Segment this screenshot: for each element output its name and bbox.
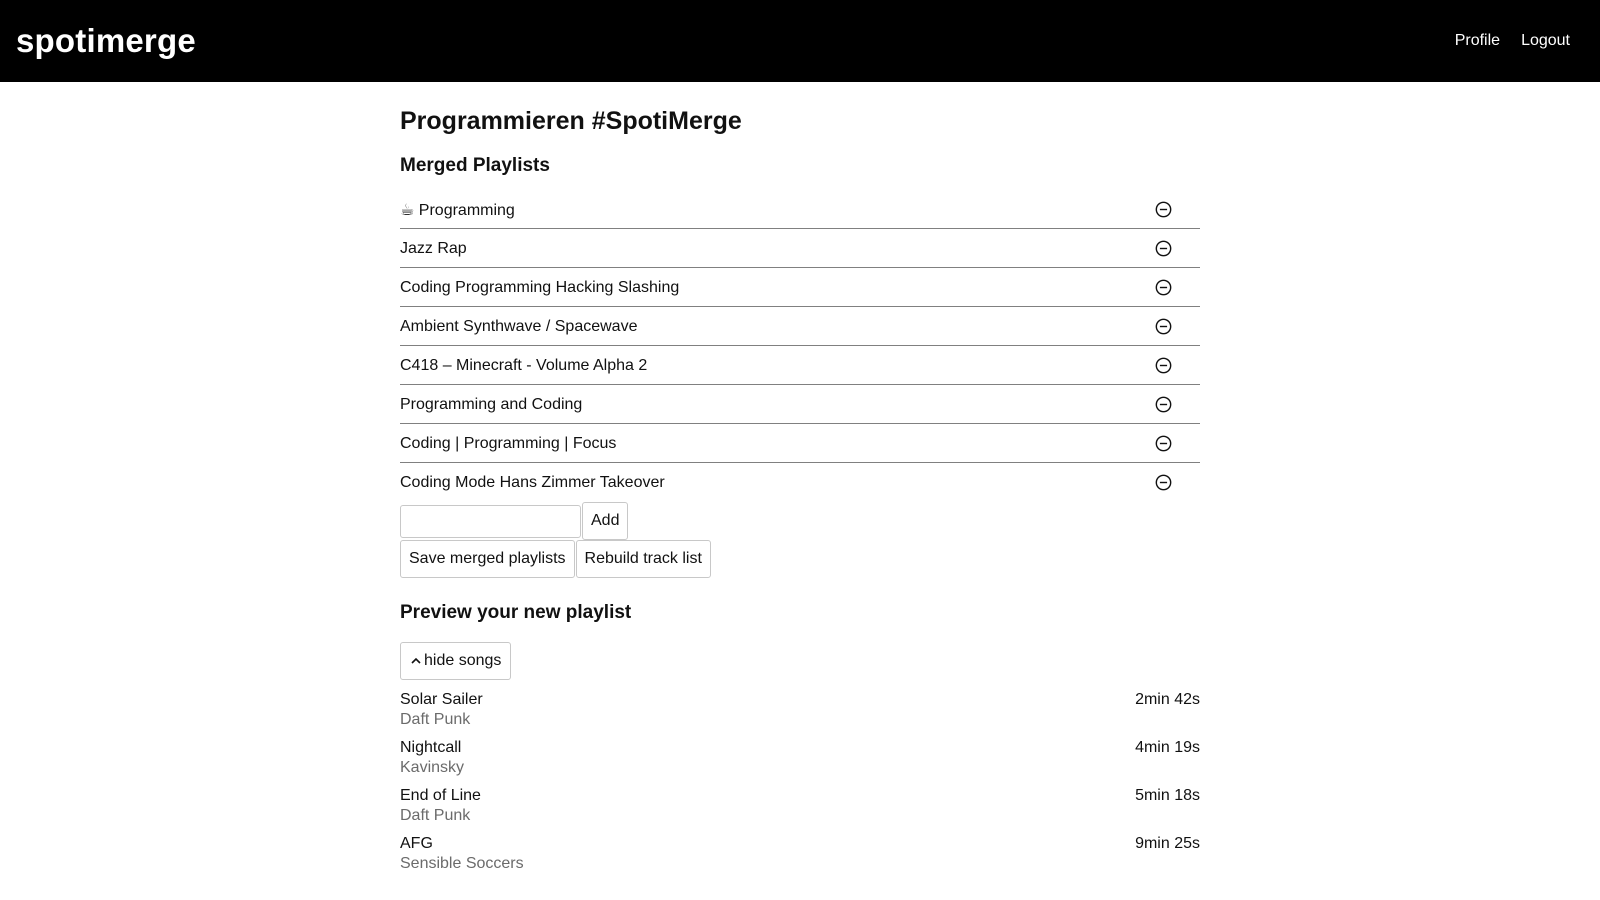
- playlist-url-input[interactable]: [400, 505, 581, 538]
- remove-circle-icon[interactable]: [1155, 279, 1172, 296]
- playlist-name: Ambient Synthwave / Spacewave: [400, 318, 638, 335]
- playlist-row: [400, 229, 1200, 268]
- page-title: Programmieren #SpotiMerge: [400, 107, 742, 135]
- merged-playlists-heading: Merged Playlists: [400, 155, 550, 176]
- playlist-row: [400, 385, 1200, 424]
- remove-circle-icon[interactable]: [1155, 240, 1172, 257]
- logout-link[interactable]: Logout: [1521, 32, 1570, 49]
- track-duration: 2min 42s: [1135, 691, 1200, 708]
- top-nav: [1455, 32, 1570, 50]
- remove-circle-icon[interactable]: [1155, 396, 1172, 413]
- track-title: End of Line: [400, 787, 481, 804]
- hide-songs-label: hide songs: [424, 652, 502, 669]
- playlist-row: [400, 424, 1200, 463]
- save-merged-playlists-button[interactable]: Save merged playlists: [400, 540, 575, 578]
- playlist-row: [400, 346, 1200, 385]
- playlist-row: [400, 307, 1200, 346]
- profile-link[interactable]: Profile: [1454, 32, 1501, 49]
- add-playlist-form: [400, 502, 1200, 540]
- playlist-name: Coding | Programming | Focus: [400, 435, 617, 452]
- hide-songs-button[interactable]: [400, 642, 511, 680]
- track-duration: 4min 19s: [1135, 739, 1200, 756]
- main-content: [400, 100, 1200, 882]
- track-artist: Daft Punk: [400, 807, 471, 824]
- track-artist: Kavinsky: [400, 759, 465, 776]
- track-row: [400, 690, 1200, 738]
- rebuild-track-list-button[interactable]: Rebuild track list: [576, 540, 711, 578]
- playlist-name: Programming and Coding: [400, 396, 583, 413]
- playlist-row: [400, 190, 1200, 229]
- brand-logo[interactable]: spotimerge: [16, 22, 196, 59]
- playlist-name: Coding Mode Hans Zimmer Takeover: [400, 474, 665, 491]
- playlist-name: Jazz Rap: [400, 240, 467, 257]
- track-row: [400, 834, 1200, 882]
- track-title: Nightcall: [400, 739, 462, 756]
- top-navbar: [0, 0, 1600, 82]
- remove-circle-icon[interactable]: [1155, 201, 1172, 218]
- remove-circle-icon[interactable]: [1155, 318, 1172, 335]
- playlist-row: [400, 463, 1200, 501]
- remove-circle-icon[interactable]: [1155, 435, 1172, 452]
- action-buttons: [400, 540, 1200, 578]
- track-row: [400, 786, 1200, 834]
- add-button[interactable]: Add: [582, 502, 628, 540]
- merged-playlist-list: [400, 190, 1200, 501]
- chevron-up-icon: [410, 655, 422, 667]
- track-duration: 5min 18s: [1135, 787, 1200, 804]
- track-list: [400, 690, 1200, 882]
- playlist-name: Coding Programming Hacking Slashing: [400, 279, 680, 296]
- playlist-name: C418 – Minecraft - Volume Alpha 2: [400, 357, 648, 374]
- track-title: Solar Sailer: [400, 691, 483, 708]
- preview-heading: Preview your new playlist: [400, 602, 632, 623]
- remove-circle-icon[interactable]: [1155, 357, 1172, 374]
- track-artist: Sensible Soccers: [400, 855, 524, 872]
- track-title: AFG: [400, 835, 433, 852]
- track-row: [400, 738, 1200, 786]
- remove-circle-icon[interactable]: [1155, 474, 1172, 491]
- playlist-name: ☕ Programming: [400, 202, 515, 219]
- track-duration: 9min 25s: [1135, 835, 1200, 852]
- track-artist: Daft Punk: [400, 711, 471, 728]
- playlist-row: [400, 268, 1200, 307]
